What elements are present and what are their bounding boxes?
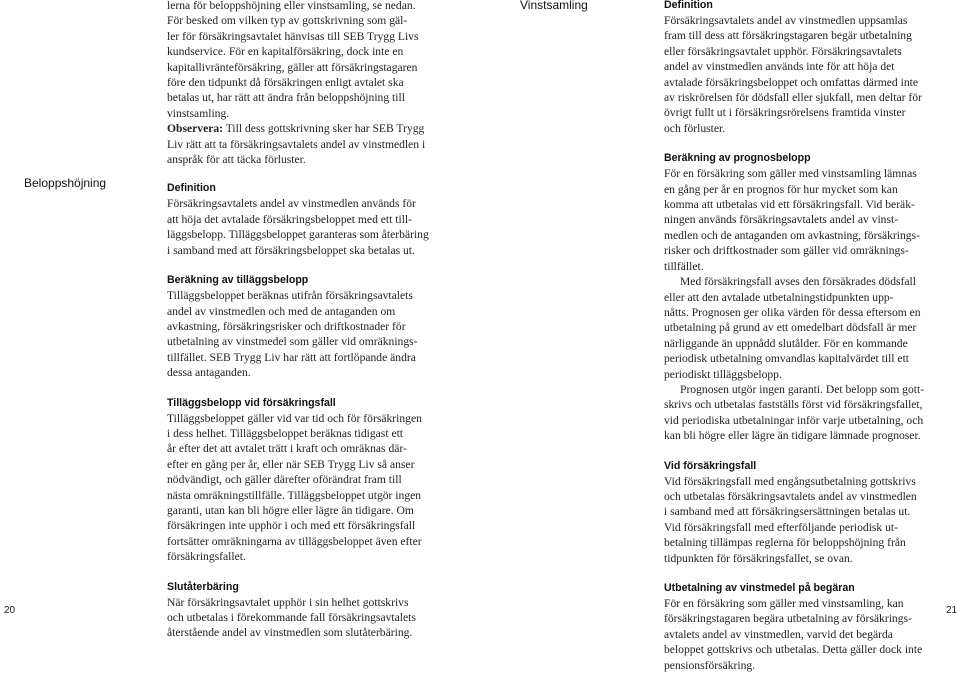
- page-number-left: 20: [4, 605, 16, 616]
- text-line: Med försäkringsfall avses den försäkrades dödsfall: [680, 275, 916, 289]
- text-line: eller försäkringsavtalet upphör. Försäkringsavtalets: [664, 44, 902, 58]
- text-line: fram till dess att försäkringstagaren begär utbetalning: [664, 29, 912, 43]
- text-line: vinstsamling.: [167, 106, 230, 120]
- text-line: Vid försäkringsfall med efterföljande periodisk ut-: [664, 520, 899, 534]
- text-line: avtalets andel av vinstmedlen, varvid det begärda: [664, 627, 893, 641]
- text-line: medlen och de antaganden om avkastning, försäkrings-: [664, 228, 920, 242]
- paragraph: [664, 596, 944, 673]
- paragraph: [664, 166, 944, 274]
- intro-paragraph: [167, 0, 467, 121]
- text-line: kapitallivränteförsäkring, gäller att försäkringstagaren: [167, 60, 418, 74]
- text-line: år efter det att avtalet trätt i kraft och omräknas där-: [167, 442, 407, 456]
- text-line: vid periodiska utbetalningar inför varje utbetalning, och: [664, 413, 924, 427]
- section-heading: Beräkning av prognosbelopp: [664, 152, 811, 165]
- text-line: fortsätter omräkningarna av tilläggsbeloppet även efter: [167, 534, 422, 548]
- text-line: skrivs och utbetalas fastställs först vid försäkringsfallet,: [664, 398, 923, 412]
- section-heading: Vid försäkringsfall: [664, 459, 757, 472]
- text-line: ler för försäkringsavtalet hänvisas till SEB Trygg Livs: [167, 29, 419, 43]
- text-line: att höja det avtalade försäkringsbeloppet med ett till-: [167, 212, 412, 226]
- text-line: När försäkringsavtalet upphör i sin helhet gottskrivs: [167, 595, 409, 609]
- text-line: i samband med att försäkringsbeloppet ska betalas ut.: [167, 243, 415, 257]
- page-number-right: 21: [946, 605, 958, 616]
- text-line: övrigt fullt ut i försäkringsrörelsens framtida vinster: [664, 106, 906, 120]
- section-heading: Beräkning av tilläggsbelopp: [167, 274, 309, 287]
- text-line: andel av vinstmedlen används inte för att höja det: [664, 60, 895, 74]
- text-line: i dess helhet. Tilläggsbeloppet beräknas tidigast ett: [167, 426, 404, 440]
- text-line: Liv rätt att ta försäkringsavtalets andel av vinstmedlen i: [167, 137, 426, 151]
- text-line: närliggande än uppnådd slutålder. För en kommande: [664, 336, 908, 350]
- text-line: kan bli högre eller lägre än tidigare lämnade prognoser.: [664, 429, 921, 443]
- text-line: Försäkringsavtalets andel av vinstmedlen används för: [167, 197, 416, 211]
- text-line: och förluster.: [664, 121, 726, 135]
- text-line: utbetalning på grund av ett omedelbart dödsfall är mer: [664, 321, 917, 335]
- text-line: av riskrörelsen för dödsfall eller sjukfall, men deltar för: [664, 91, 922, 105]
- text-line: Vid försäkringsfall med engångsutbetalning gottskrivs: [664, 474, 916, 488]
- text-line: nästa omräkningstillfälle. Tilläggsbeloppet utgör ingen: [167, 488, 422, 502]
- text-line: före den tidpunkt då försäkringen enligt avtalet ska: [167, 76, 404, 90]
- text-line: periodiskt tilläggsbelopp.: [664, 367, 782, 381]
- paragraph: [664, 274, 944, 382]
- text-line: en gång per år en prognos för hur mycket som kan: [664, 182, 898, 196]
- text-line: lerna för beloppshöjning eller vinstsamling, se nedan.: [167, 0, 416, 12]
- text-line: nödvändigt, och gäller därefter oförändrat fram till: [167, 473, 402, 487]
- section-body: [167, 595, 467, 641]
- text-line: utbetalning av vinstmedel som gäller vid omräknings-: [167, 335, 418, 349]
- paragraph: [664, 13, 944, 136]
- text-line: och utbetalas försäkringsavtalets andel av vinstmedlen: [664, 489, 917, 503]
- observe-label: Observera:: [167, 122, 224, 136]
- text-line: anspråk för att täcka förluster.: [167, 153, 306, 167]
- left-page-text-column: [167, 0, 467, 641]
- text-line: Tilläggsbeloppet gäller vid var tid och för försäkringen: [167, 411, 422, 425]
- text-line: efter en gång per år, eller när SEB Trygg Liv så anser: [167, 457, 415, 471]
- text-line: Försäkringsavtalets andel av vinstmedlen uppsamlas: [664, 14, 908, 27]
- text-line: läggsbelopp. Tilläggsbeloppet garanteras som återbäring: [167, 228, 429, 242]
- text-line: För en försäkring som gäller med vinstsamling, kan: [664, 597, 904, 610]
- text-line: nåtts. Prognosen ger olika värden för dessa eftersom en: [664, 305, 921, 319]
- section-heading: Slutåterbäring: [167, 580, 239, 593]
- text-line: återstående andel av vinstmedlen som slutåterbäring.: [167, 626, 413, 640]
- text-line: tillfället.: [664, 259, 704, 273]
- paragraph: [664, 474, 944, 566]
- text-line: eller att den avtalade utbetalningstidpunkten upp-: [664, 290, 894, 304]
- text-line: försäkringstagaren begära utbetalning av försäkrings-: [664, 612, 912, 626]
- section-heading: Utbetalning av vinstmedel på begäran: [664, 582, 855, 594]
- section-heading: Tilläggsbelopp vid försäkringsfall: [167, 396, 336, 409]
- text-line: avtalade försäkringsbeloppet och omfattas därmed inte: [664, 75, 919, 89]
- text-line: För en försäkring som gäller med vinstsamling lämnas: [664, 167, 917, 181]
- text-line: försäkringen inte upphör i och med ett försäkringsfall: [167, 519, 416, 533]
- right-side-heading: Vinstsamling: [520, 0, 588, 12]
- text-line: tillfället. SEB Trygg Liv har rätt att fortlöpande ändra: [167, 350, 416, 364]
- text-line: Till dess gottskrivning sker har SEB Trygg: [223, 122, 425, 136]
- section-heading: Definition: [664, 0, 713, 11]
- text-line: Tilläggsbeloppet beräknas utifrån försäkringsavtalets: [167, 289, 413, 303]
- text-line: Prognosen utgör ingen garanti. Det belopp som gott-: [680, 382, 925, 396]
- text-line: försäkringsfallet.: [167, 550, 246, 564]
- text-line: beloppet gottskrivs och utbetalas. Detta gäller dock inte: [664, 643, 923, 657]
- text-line: ningen används försäkringsavtalets andel av vinst-: [664, 213, 899, 227]
- section-body: [167, 411, 467, 565]
- right-page-text-column: [664, 0, 944, 673]
- section-body: [167, 288, 467, 380]
- left-side-heading: Beloppshöjning: [24, 176, 107, 190]
- text-line: avkastning, försäkringsrisker och driftkostnader för: [167, 319, 406, 333]
- paragraph: [664, 382, 944, 444]
- text-line: För besked om vilken typ av gottskrivning som gäl-: [167, 14, 408, 28]
- text-line: pensionsförsäkring.: [664, 658, 756, 672]
- text-line: risker och driftkostnader som gäller vid omräknings-: [664, 244, 909, 258]
- text-line: periodisk utbetalning omvandlas kapitalvärdet till ett: [664, 352, 910, 366]
- text-line: tidpunkten för försäkringsfallet, se ovan.: [664, 551, 853, 565]
- text-line: och utbetalas i förekommande fall försäkringsavtalets: [167, 611, 416, 624]
- section-body: [167, 196, 467, 258]
- section-heading: Definition: [167, 182, 216, 195]
- text-line: garanti, utan kan bli högre eller lägre än tidigare. Om: [167, 503, 414, 517]
- text-line: i samband med att försäkringsersättningen betalas ut.: [664, 505, 911, 519]
- observe-paragraph: [167, 121, 467, 167]
- text-line: kundservice. För en kapitalförsäkring, dock inte en: [167, 45, 404, 59]
- text-line: andel av vinstmedlen och med de antaganden om: [167, 304, 396, 318]
- text-line: betalning tillämpas reglerna för beloppshöjning från: [664, 536, 906, 550]
- text-line: betalas ut, har rätt att ändra från beloppshöjning till: [167, 91, 405, 105]
- text-line: dessa antaganden.: [167, 366, 251, 380]
- text-line: komma att utbetalas vid ett försäkringsfall. Vid beräk-: [664, 198, 915, 212]
